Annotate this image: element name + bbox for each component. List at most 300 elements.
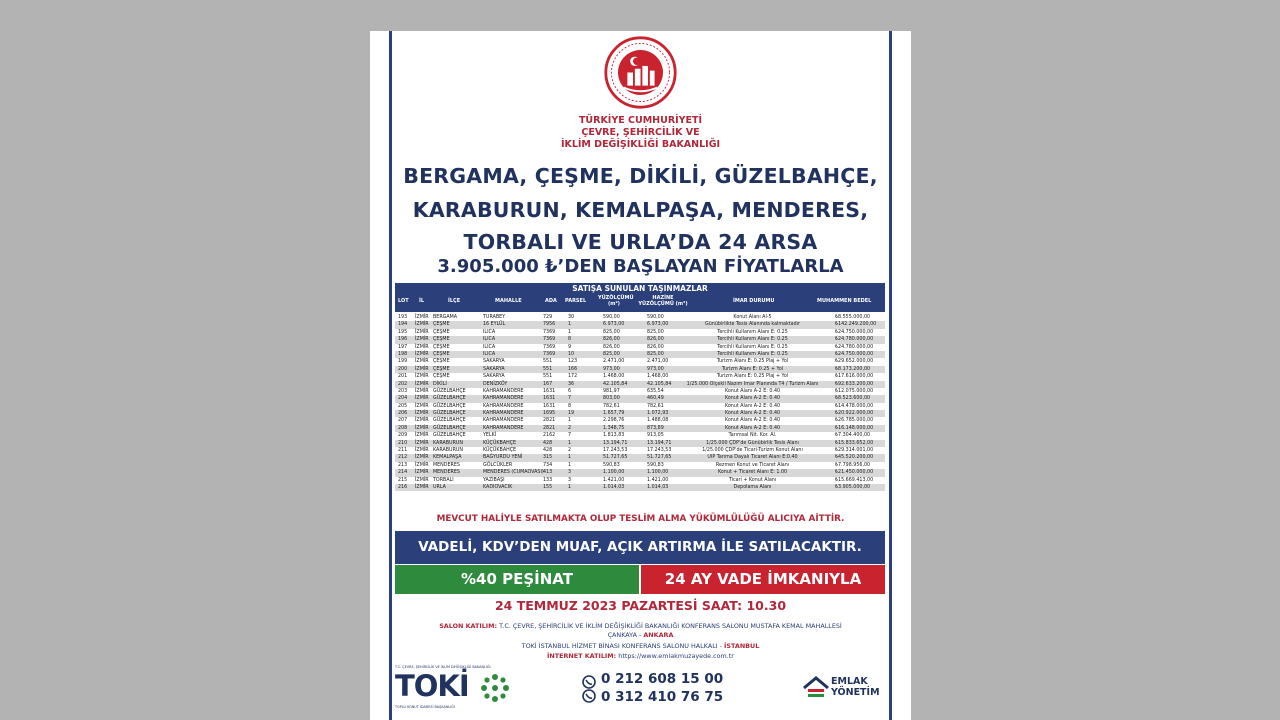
table-cell-yuzolcumu: 2.471,00: [603, 359, 625, 365]
table-cell-bedel: ₺142.249.200,00: [835, 322, 877, 328]
table-row: [395, 403, 885, 410]
table-cell-ada: 413: [543, 470, 553, 476]
table-cell-yuzolcumu: 825,00: [603, 351, 620, 357]
salon-label: SALON KATILIM:: [439, 622, 498, 630]
istanbul-city: İSTANBUL: [724, 642, 760, 650]
table-cell-yuzolcumu: 1.468,00: [603, 374, 625, 380]
table-cell-imar: 1/25.000 ÇDP'de Günübirlik Tesis Alanı: [706, 440, 799, 446]
table-row: [395, 321, 885, 328]
table-cell-ilce: URLA: [433, 484, 446, 490]
table-row: [395, 417, 885, 424]
table-cell-hazine: 1.100,00: [647, 470, 669, 476]
table-cell-parsel: 36: [568, 381, 575, 387]
table-cell-bedel: ₺24.750.000,00: [835, 329, 874, 335]
table-cell-hazine: 51.727,65: [647, 455, 672, 461]
table-row: [395, 314, 885, 321]
table-cell-bedel: ₺29.314.001,00: [835, 448, 874, 454]
table-cell-parsel: 30: [568, 315, 575, 320]
table-cell-lot: 213: [398, 462, 408, 468]
table-cell-il: İZMİR: [415, 403, 429, 409]
table-row: [395, 454, 885, 461]
table-cell-ilce: ÇEŞME: [433, 329, 450, 335]
table-cell-mahalle: ILICA: [483, 329, 496, 335]
table-cell-hazine: 825,00: [647, 329, 664, 335]
col-ilce: İLÇE: [448, 298, 461, 304]
table-row: [395, 381, 885, 388]
table-cell-lot: 208: [398, 425, 408, 431]
table-cell-lot: 215: [398, 477, 408, 483]
ankara-info: [390, 631, 891, 640]
table-cell-lot: 200: [398, 366, 408, 372]
table-cell-il: İZMİR: [415, 440, 429, 446]
toki-wordmark: TOKİ: [395, 669, 469, 703]
table-cell-lot: 196: [398, 337, 408, 343]
table-cell-lot: 207: [398, 418, 408, 424]
table-cell-parsel: 1: [568, 484, 572, 490]
table-cell-imar: Turizm Alanı E: 0.25 Plaj + Yol: [716, 359, 789, 365]
table-cell-imar: Konut Alanı Al-5: [733, 315, 772, 320]
table-cell-parsel: 7: [568, 396, 572, 402]
table-cell-parsel: 2: [568, 448, 572, 454]
table-cell-parsel: 3: [568, 477, 572, 483]
table-cell-mahalle: YAZIBAŞI: [483, 477, 505, 483]
table-cell-ilce: ÇEŞME: [433, 322, 450, 328]
table-cell-ilce: GÜZELBAHÇE: [433, 411, 466, 417]
table-cell-bedel: ₺7.798.956,00: [835, 462, 871, 468]
table-cell-ada: 2821: [543, 418, 556, 424]
table-cell-yuzolcumu: 973,00: [603, 366, 620, 372]
table-cell-il: İZMİR: [415, 322, 429, 328]
table-cell-lot: 205: [398, 403, 408, 409]
table-cell-lot: 203: [398, 388, 408, 394]
table-cell-bedel: ₺3.905.000,00: [835, 484, 871, 490]
table-cell-ada: 133: [543, 477, 553, 483]
table-cell-ada: 7369: [543, 344, 556, 350]
table-cell-yuzolcumu: 981,97: [603, 388, 620, 394]
poster: [370, 31, 911, 720]
table-cell-yuzolcumu: 1.014,03: [603, 484, 625, 490]
salon-text: T.C. ÇEVRE, ŞEHİRCİLİK VE İKLİM DEĞİŞİKLİĞİ BAKANLIĞI KONFERANS SALONU MUSTAFA KEMAL MAHALLESİ: [499, 622, 842, 630]
table-cell-hazine: 782,61: [647, 403, 664, 409]
toki-subtitle: TOPLU KONUT İDARESİ BAŞKANLIĞI: [395, 705, 455, 709]
table-cell-hazine: 590,83: [647, 462, 664, 468]
table-cell-lot: 194: [398, 322, 408, 328]
table-cell-mahalle: DENİZKÖY: [483, 381, 508, 387]
table-row: [395, 351, 885, 358]
table-cell-yuzolcumu: 1.657,79: [603, 411, 625, 417]
table-title: SATIŞA SUNULAN TAŞINMAZLAR: [395, 283, 885, 294]
table-body: [395, 314, 885, 491]
table-cell-ilce: ÇEŞME: [433, 337, 450, 343]
table-cell-parsel: 6: [568, 388, 572, 394]
table-row: [395, 358, 885, 365]
table-cell-ada: 1631: [543, 396, 556, 402]
table-cell-lot: 212: [398, 455, 408, 461]
headline-price: 3.905.000 ₺’DEN BAŞLAYAN FİYATLARLA: [437, 256, 844, 277]
table-cell-yuzolcumu: 1.100,00: [603, 470, 625, 476]
table-cell-mahalle: BAĞYURDU YENİ: [483, 455, 523, 461]
table-cell-imar: 1/25.000 ÇDP'de Ticari-Turizm Konut Alanı: [702, 448, 803, 454]
emlak-house-icon: [802, 676, 830, 700]
table-cell-il: İZMİR: [415, 455, 429, 461]
table-cell-mahalle: KAHRAMANDERE: [483, 396, 524, 402]
table-cell-imar: Konut Alanı A-2 E: 0.40: [724, 418, 781, 424]
phone-number-2: 0 312 410 76 75: [601, 689, 724, 705]
table-cell-mahalle: ILICA: [483, 351, 496, 357]
table-cell-imar: Konut Alanı A-2 E: 0.40: [724, 425, 781, 431]
table-cell-hazine: 1.488,08: [647, 418, 669, 424]
table-cell-ada: 7369: [543, 351, 556, 357]
salon-info: [390, 622, 891, 631]
table-cell-ada: 428: [543, 440, 553, 446]
table-cell-mahalle: KAHRAMANDERE: [483, 425, 524, 431]
table-cell-parsel: 2: [568, 425, 572, 431]
table-cell-imar: Tarımsal Nit. Kor. Al.: [728, 433, 777, 439]
table-cell-bedel: ₺29.652.000,00: [835, 359, 874, 365]
table-cell-yuzolcumu: 826,00: [603, 337, 620, 343]
table-cell-il: İZMİR: [415, 425, 429, 431]
col-hazine: HAZİNE YÜZÖLÇÜMÜ (m²): [638, 295, 688, 307]
table-cell-il: İZMİR: [415, 337, 429, 343]
table-cell-ilce: GÜZELBAHÇE: [433, 396, 466, 402]
headline-line-1: BERGAMA, ÇEŞME, DİKİLİ, GÜZELBAHÇE,: [403, 164, 878, 188]
table-cell-ada: 2821: [543, 425, 556, 431]
ministry-seal-icon: [603, 35, 678, 110]
table-cell-imar: Depolama Alanı: [733, 484, 772, 490]
tree-logo-icon: [478, 671, 512, 705]
table-cell-mahalle: KADIOVACIK: [483, 484, 513, 490]
table-cell-yuzolcumu: 590,00: [603, 315, 620, 320]
table-cell-bedel: ₺15.669.413,00: [835, 477, 874, 483]
table-cell-lot: 209: [398, 433, 408, 439]
table-cell-imar: Tercihli Kullanım Alanı E: 0.25: [717, 329, 788, 335]
table-cell-ilce: BERGAMA: [433, 315, 458, 320]
table-cell-hazine: 1.014,03: [647, 484, 669, 490]
table-cell-il: İZMİR: [415, 374, 429, 380]
table-cell-parsel: 1: [568, 322, 572, 328]
table-cell-hazine: 873,89: [647, 425, 664, 431]
table-cell-lot: 206: [398, 411, 408, 417]
table-cell-parsel: 1: [568, 440, 572, 446]
notice-text: MEVCUT HALİYLE SATILMAKTA OLUP TESLİM ALMA YÜKÜMLÜLÜĞÜ ALICIYA AİTTİR.: [436, 514, 845, 524]
table-cell-parsel: 3: [568, 470, 572, 476]
table-cell-bedel: ₺45.520.200,00: [835, 455, 874, 461]
table-cell-lot: 204: [398, 396, 408, 402]
internet-label: İNTERNET KATILIM:: [547, 652, 617, 660]
table-cell-yuzolcumu: 590,83: [603, 462, 620, 468]
table-cell-ilce: ÇEŞME: [433, 344, 450, 350]
table-row: [395, 373, 885, 380]
table-cell-hazine: 1.468,00: [647, 374, 669, 380]
table-cell-parsel: 123: [568, 359, 578, 365]
table-cell-parsel: 8: [568, 337, 572, 343]
istanbul-prefix: TOKİ İSTANBUL HİZMET BİNASI KONFERANS SALONU HALKALI -: [521, 642, 722, 650]
col-bedel: MUHAMMEN BEDEL: [817, 298, 872, 304]
table-cell-ilce: KARABURUN: [433, 448, 463, 454]
table-cell-bedel: ₺92.633.200,00: [835, 381, 874, 387]
table-row: [395, 462, 885, 469]
ankara-prefix: ÇANKAYA -: [607, 631, 642, 639]
emlak-word-2: YÖNETİM: [831, 687, 880, 698]
table-cell-il: İZMİR: [415, 477, 429, 483]
ministry-line-2: ÇEVRE, ŞEHİRCİLİK VE: [581, 127, 700, 138]
table-cell-mahalle: GÖLCÜKLER: [483, 462, 513, 468]
table-cell-ilce: ÇEŞME: [433, 374, 450, 380]
table-cell-ada: 1695: [543, 411, 556, 417]
table-cell-imar: Günübirlikte Tesis Alanında kalmaktadır: [705, 322, 800, 328]
downpayment-band: %40 PEŞİNAT: [395, 565, 639, 594]
table-cell-yuzolcumu: 42.105,84: [603, 381, 628, 387]
table-cell-yuzolcumu: 13.194,71: [603, 440, 628, 446]
table-cell-bedel: ₺15.833.652,00: [835, 440, 874, 446]
table-cell-parsel: 1: [568, 455, 572, 461]
table-cell-imar: Tercihli Kullanım Alanı E: 0.25: [717, 344, 788, 350]
table-cell-bedel: ₺12.075.000,00: [835, 388, 874, 394]
table-cell-bedel: ₺16.148.000,00: [835, 425, 874, 431]
toki-top-text: T.C. ÇEVRE, ŞEHİRCİLİK VE İKLİM DEĞİŞİKLİĞİ BAKANLIĞI: [395, 665, 491, 669]
table-cell-ada: 551: [543, 366, 553, 372]
table-cell-yuzolcumu: 6.973,00: [603, 322, 625, 328]
table-cell-ilce: DİKİLİ: [433, 381, 447, 387]
table-cell-ilce: GÜZELBAHÇE: [433, 388, 466, 394]
table-cell-imar: Konut + Ticaret Alanı E: 1.00: [717, 470, 788, 476]
table-cell-lot: 202: [398, 381, 408, 387]
table-cell-mahalle: KAHRAMANDERE: [483, 418, 524, 424]
table-cell-il: İZMİR: [415, 388, 429, 394]
table-cell-ada: 734: [543, 462, 553, 468]
table-cell-parsel: 7: [568, 433, 572, 439]
table-cell-mahalle: SAKARYA: [483, 374, 505, 380]
table-cell-ada: 1631: [543, 388, 556, 394]
table-cell-ada: 428: [543, 448, 553, 454]
table-cell-imar: Konut Alanı A-2 E: 0.40: [724, 403, 781, 409]
table-cell-mahalle: MENDERES (CUMAOVASI): [483, 470, 544, 476]
table-cell-ilce: TORBALI: [433, 477, 454, 483]
table-cell-ada: 2162: [543, 433, 556, 439]
table-cell-lot: 210: [398, 440, 408, 446]
table-cell-ada: 7369: [543, 337, 556, 343]
table-cell-lot: 211: [398, 448, 408, 454]
table-cell-ada: 551: [543, 374, 553, 380]
table-cell-bedel: ₺20.922.000,00: [835, 411, 874, 417]
ankara-city: ANKARA: [643, 631, 674, 639]
table-cell-yuzolcumu: 826,00: [603, 344, 620, 350]
table-cell-mahalle: KAHRAMANDERE: [483, 388, 524, 394]
table-cell-lot: 216: [398, 484, 408, 490]
table-cell-ilce: ÇEŞME: [433, 351, 450, 357]
table-cell-hazine: 1.421,00: [647, 477, 669, 483]
table-cell-imar: Konut Alanı A-2 E: 0.40: [724, 396, 781, 402]
table-cell-parsel: 172: [568, 374, 578, 380]
table-cell-ilce: GÜZELBAHÇE: [433, 418, 466, 424]
table-cell-parsel: 10: [568, 351, 575, 357]
col-il: İL: [419, 298, 425, 304]
table-cell-mahalle: SAKARYA: [483, 366, 505, 372]
table-cell-ada: 315: [543, 455, 553, 461]
table-cell-parsel: 9: [568, 344, 572, 350]
table-cell-il: İZMİR: [415, 448, 429, 454]
table-row: [395, 477, 885, 484]
table-cell-lot: 195: [398, 329, 408, 335]
table-cell-mahalle: KÜÇÜKBAHÇE: [483, 448, 517, 454]
col-mahalle: MAHALLE: [495, 298, 522, 304]
table-cell-il: İZMİR: [415, 315, 429, 320]
table-cell-hazine: 1.072,93: [647, 411, 669, 417]
headline-line-3: TORBALI VE URLA’DA 24 ARSA: [463, 230, 818, 254]
phone-number-1: 0 212 608 15 00: [601, 671, 724, 687]
table-header-row: [395, 294, 885, 312]
table-cell-il: İZMİR: [415, 462, 429, 468]
table-cell-ilce: GÜZELBAHÇE: [433, 425, 466, 431]
table-cell-hazine: 6.973,00: [647, 322, 669, 328]
ministry-line-3: İKLİM DEĞİŞİKLİĞİ BAKANLIĞI: [560, 139, 721, 150]
internet-info: [390, 652, 891, 661]
table-cell-hazine: 42.105,84: [647, 381, 672, 387]
table-cell-ilce: GÜZELBAHÇE: [433, 433, 466, 439]
table-cell-mahalle: KÜÇÜKBAHÇE: [483, 440, 517, 446]
table-cell-lot: 193: [398, 315, 408, 320]
table-cell-hazine: 825,00: [647, 351, 664, 357]
table-cell-il: İZMİR: [415, 329, 429, 335]
toki-logo: [395, 665, 491, 711]
table-row: [395, 410, 885, 417]
table-cell-ada: 551: [543, 359, 553, 365]
table-cell-il: İZMİR: [415, 359, 429, 365]
table-cell-bedel: ₺8.555.000,00: [835, 315, 871, 320]
table-row: [395, 395, 885, 402]
table-cell-imar: Konut Alanı A-2 E: 0.40: [724, 388, 781, 394]
table-cell-ada: 729: [543, 315, 553, 320]
col-parsel: PARSEL: [565, 298, 587, 304]
table-cell-il: İZMİR: [415, 470, 429, 476]
table-cell-imar: Tercihli Kullanım Alanı E: 0.25: [717, 337, 788, 343]
table-cell-il: İZMİR: [415, 484, 429, 490]
table-cell-parsel: 8: [568, 403, 572, 409]
ministry-line-1: TÜRKİYE CUMHURİYETİ: [578, 115, 703, 126]
table-row: [395, 336, 885, 343]
table-cell-bedel: ₺24.780.000,00: [835, 344, 874, 350]
table-cell-ilce: MENDERES: [433, 470, 460, 476]
table-cell-bedel: ₺24.750.000,00: [835, 351, 874, 357]
table-cell-yuzolcumu: 825,00: [603, 329, 620, 335]
table-cell-hazine: 13.194,71: [647, 440, 672, 446]
table-cell-mahalle: KAHRAMANDERE: [483, 411, 524, 417]
table-cell-hazine: 973,00: [647, 366, 664, 372]
table-cell-ada: 7369: [543, 329, 556, 335]
table-cell-hazine: 590,00: [647, 315, 664, 320]
table-cell-yuzolcumu: 782,61: [603, 403, 620, 409]
table-cell-imar: UİP Tarıma Dayalı Ticaret Alanı E:0.40: [707, 455, 798, 461]
col-imar: İMAR DURUMU: [733, 298, 775, 304]
table-cell-imar: Tercihli Kullanım Alanı E: 0.25: [717, 351, 788, 357]
internet-url[interactable]: https://www.emlakmuzayede.com.tr: [618, 652, 734, 660]
phone-icon: [580, 674, 598, 704]
table-cell-ada: 1631: [543, 403, 556, 409]
table-cell-yuzolcumu: 803,00: [603, 396, 620, 402]
table-cell-ilce: ÇEŞME: [433, 359, 450, 365]
table-cell-mahalle: 16 EYLÜL: [483, 322, 506, 328]
table-cell-mahalle: ILICA: [483, 344, 496, 350]
table-cell-imar: Turizm Alanı E: 0.25 Plaj + Yol: [716, 374, 789, 380]
table-cell-parsel: 19: [568, 411, 575, 417]
table-cell-yuzolcumu: 1.813,83: [603, 433, 625, 439]
table-cell-yuzolcumu: 1.348,75: [603, 425, 625, 431]
table-cell-hazine: 460,49: [647, 396, 664, 402]
table-cell-ada: 155: [543, 484, 553, 490]
col-ada: ADA: [545, 298, 557, 304]
table-cell-parsel: 1: [568, 418, 572, 424]
table-cell-lot: 199: [398, 359, 408, 365]
auction-date: 24 TEMMUZ 2023 PAZARTESİ SAAT: 10.30: [494, 598, 787, 613]
table-cell-ilce: ÇEŞME: [433, 366, 450, 372]
table-cell-mahalle: YELKİ: [483, 433, 497, 439]
table-cell-il: İZMİR: [415, 351, 429, 357]
table-cell-bedel: ₺21.450.000,00: [835, 470, 874, 476]
table-cell-bedel: ₺8.173.200,00: [835, 366, 871, 372]
table-cell-yuzolcumu: 2.298,76: [603, 418, 625, 424]
table-row: [395, 469, 885, 476]
col-lot: LOT: [398, 298, 409, 304]
table-cell-mahalle: SAKARYA: [483, 359, 505, 365]
table-row: [395, 447, 885, 454]
table-cell-bedel: ₺26.785.000,00: [835, 418, 874, 424]
table-cell-ilce: KEMALPAŞA: [433, 455, 462, 461]
table-cell-yuzolcumu: 51.727,65: [603, 455, 628, 461]
table-cell-ilce: GÜZELBAHÇE: [433, 403, 466, 409]
table-row: [395, 440, 885, 447]
table-cell-hazine: 913,05: [647, 433, 664, 439]
table-cell-il: İZMİR: [415, 366, 429, 372]
table-cell-hazine: 17.243,53: [647, 448, 672, 454]
table-cell-mahalle: TURABEY: [483, 315, 506, 320]
table-cell-bedel: ₺7.304.400,00: [835, 433, 871, 439]
installment-band: 24 AY VADE İMKANIYLA: [641, 565, 885, 594]
table-cell-imar: Turizm Alanı E: 0.25 + Yol: [721, 366, 784, 372]
table-row: [395, 366, 885, 373]
table-cell-parsel: 166: [568, 366, 578, 372]
table-cell-imar: Ticari + Konut Alanı: [728, 477, 777, 483]
table-cell-lot: 214: [398, 470, 408, 476]
table-cell-ada: 7956: [543, 322, 556, 328]
table-cell-parsel: 1: [568, 462, 572, 468]
headline-line-2: KARABURUN, KEMALPAŞA, MENDERES,: [412, 198, 869, 222]
table-cell-il: İZMİR: [415, 396, 429, 402]
table-cell-il: İZMİR: [415, 418, 429, 424]
table-cell-lot: 198: [398, 351, 408, 357]
table-row: [395, 432, 885, 439]
terms-band: VADELİ, KDV’DEN MUAF, AÇIK ARTIRMA İLE SATILACAKTIR.: [395, 531, 885, 564]
table-cell-ilce: MENDERES: [433, 462, 460, 468]
table-cell-lot: 197: [398, 344, 408, 350]
table-cell-yuzolcumu: 1.421,00: [603, 477, 625, 483]
table-cell-il: İZMİR: [415, 411, 429, 417]
table-row: [395, 388, 885, 395]
table-row: [395, 484, 885, 491]
table-cell-hazine: 635,54: [647, 388, 664, 394]
table-cell-hazine: 826,00: [647, 337, 664, 343]
table-cell-imar: 1/25.000 Ölçekli Nazım İmar Planında T4 / Turizm Alanı: [686, 381, 819, 387]
table-cell-il: İZMİR: [415, 381, 429, 387]
table-cell-yuzolcumu: 17.243,53: [603, 448, 628, 454]
table-row: [395, 344, 885, 351]
table-cell-imar: Rezmen Konut ve Ticaret Alanı: [715, 462, 790, 468]
emlak-word-1: EMLAK: [831, 676, 868, 687]
table-cell-hazine: 826,00: [647, 344, 664, 350]
table-cell-bedel: ₺17.616.000,00: [835, 374, 874, 380]
col-yuzolcumu: YÜZÖLÇÜMÜ (m²): [598, 295, 634, 307]
table-cell-il: İZMİR: [415, 344, 429, 350]
table-row: [395, 329, 885, 336]
